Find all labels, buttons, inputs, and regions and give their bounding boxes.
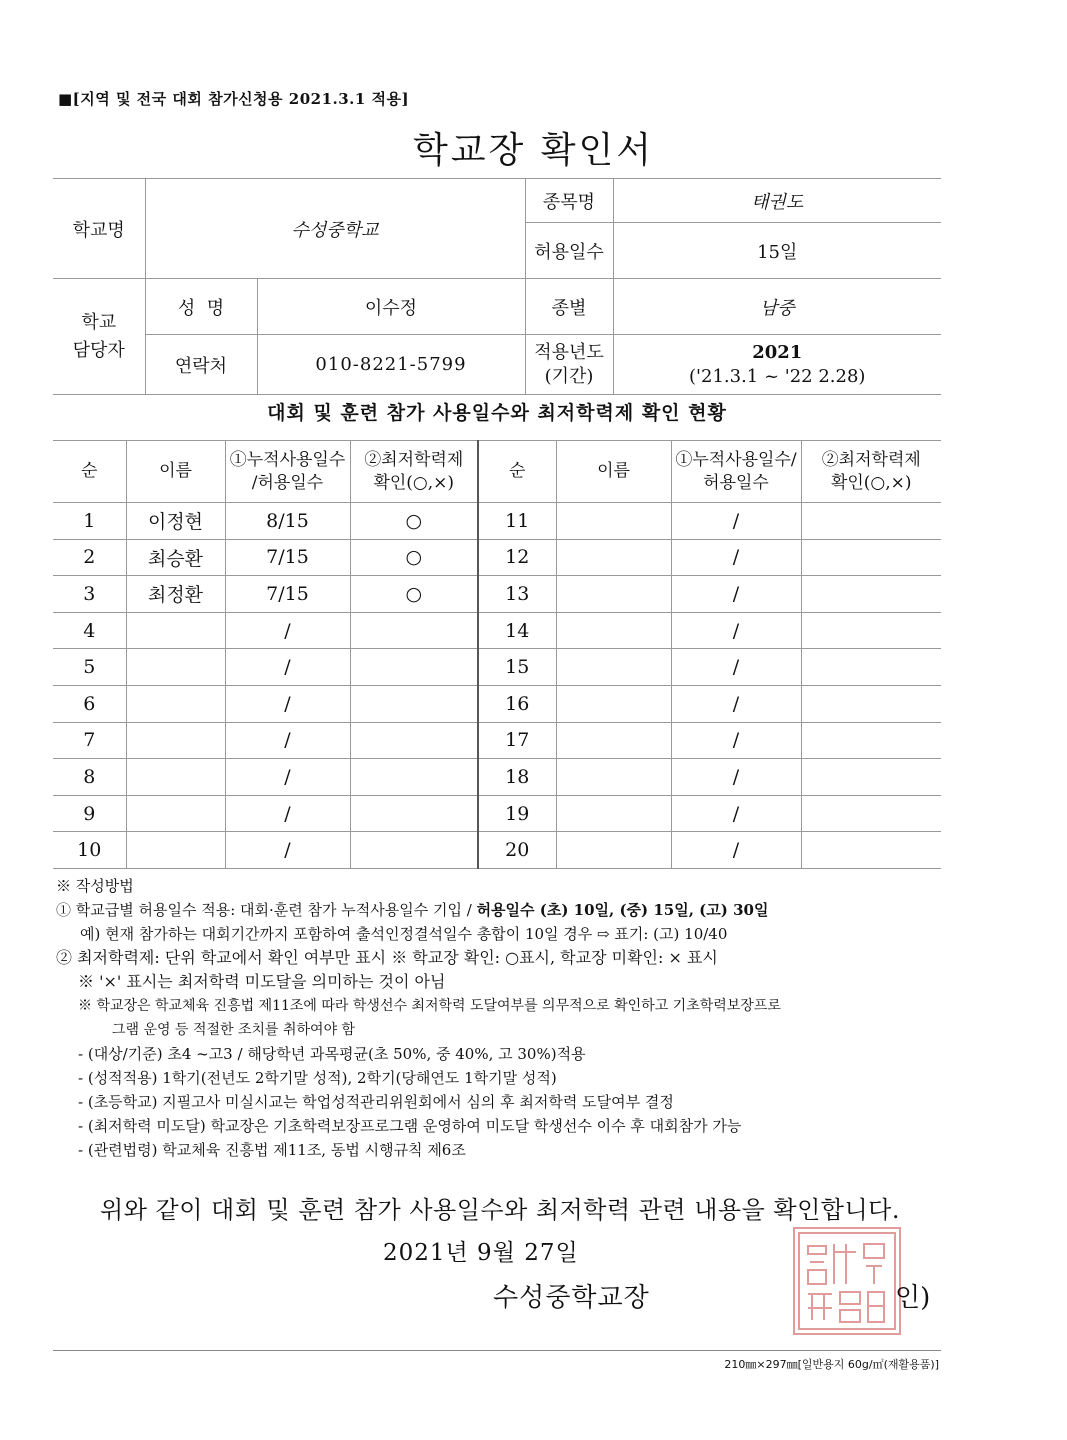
row-no-left: 8 <box>53 759 126 796</box>
official-seal-icon <box>788 1222 906 1340</box>
row-check-right <box>801 576 941 613</box>
instruction-2-note-2: ※ 학교장은 학교체육 진흥법 제11조에 따라 학생선수 최저학력 도달여부를 의무적으로 확인하고 기초학력보장프로 <box>78 998 781 1014</box>
row-no-right: 20 <box>478 832 556 869</box>
row-check-right <box>801 503 941 540</box>
row-no-left: 5 <box>53 649 126 686</box>
table-row <box>53 685 941 722</box>
row-check-left <box>350 795 478 832</box>
sport-value: 태권도 <box>613 179 941 223</box>
table-row <box>53 795 941 832</box>
row-name-right <box>556 832 671 869</box>
row-no-left: 3 <box>53 576 126 613</box>
row-days-right: / <box>671 722 801 759</box>
row-check-right <box>801 649 941 686</box>
col-no-right: 순 <box>478 441 556 503</box>
instruction-1-example: 예) 현재 참가하는 대회기간까지 포함하여 출석인정결석일수 총합이 10일 경우 ⇨ 표기: (고) 10/40 <box>80 925 728 943</box>
row-days-right: / <box>671 759 801 796</box>
row-no-left: 7 <box>53 722 126 759</box>
row-no-left: 4 <box>53 612 126 649</box>
row-check-right <box>801 612 941 649</box>
instruction-1-text: ① 학교급별 허용일수 적용: 대회·훈련 참가 누적사용일수 기입 / <box>56 901 477 919</box>
row-check-right <box>801 722 941 759</box>
row-days-left: 7/15 <box>225 576 350 613</box>
col-check-right: ②최저학력제 확인(○,×) <box>801 441 941 503</box>
allowed-days-label: 허용일수 <box>525 223 613 279</box>
detail-grades: - (성적적용) 1학기(전년도 2학기말 성적), 2학기(당해연도 1학기말 성적) <box>78 1069 557 1087</box>
signer-title: 수성중학교장 <box>493 1283 650 1313</box>
row-name-left <box>126 759 225 796</box>
row-name-right <box>556 503 671 540</box>
row-check-left: ○ <box>350 576 478 613</box>
row-days-left: / <box>225 759 350 796</box>
row-no-right: 15 <box>478 649 556 686</box>
detail-underachiever: - (최저학력 미도달) 학교장은 기초학력보장프로그램 운영하여 미도달 학생선수 이수 후 대회참가 가능 <box>78 1117 742 1135</box>
instruction-2: ② 최저학력제: 단위 학교에서 확인 여부만 표시 ※ 학교장 확인: ○표시, 학교장 미확인: × 표시 <box>56 948 718 967</box>
category-value: 남중 <box>613 279 941 335</box>
row-no-left: 10 <box>53 832 126 869</box>
row-check-right <box>801 685 941 722</box>
row-check-left <box>350 832 478 869</box>
row-check-right <box>801 759 941 796</box>
row-no-right: 19 <box>478 795 556 832</box>
row-name-right <box>556 539 671 576</box>
signing-date: 2021년 9월 27일 <box>383 1240 579 1266</box>
instruction-1-bold: 허용일수 (초) 10일, (중) 15일, (고) 30일 <box>476 901 769 919</box>
table-row <box>53 832 941 869</box>
manager-name-value: 이수정 <box>257 279 525 335</box>
row-no-right: 16 <box>478 685 556 722</box>
row-days-left: / <box>225 649 350 686</box>
row-days-left: / <box>225 612 350 649</box>
row-name-left <box>126 612 225 649</box>
row-days-left: / <box>225 795 350 832</box>
row-days-right: / <box>671 649 801 686</box>
contact-label: 연락처 <box>145 335 257 395</box>
row-name-left: 최승환 <box>126 539 225 576</box>
school-info-table <box>53 178 941 395</box>
row-days-right: / <box>671 795 801 832</box>
row-days-left: / <box>225 722 350 759</box>
col-name-right: 이름 <box>556 441 671 503</box>
row-days-right: / <box>671 503 801 540</box>
year-label: 적용년도 (기간) <box>525 335 613 395</box>
row-days-right: / <box>671 685 801 722</box>
row-name-right <box>556 612 671 649</box>
year-cell <box>613 335 941 395</box>
table-row <box>53 576 941 613</box>
row-name-right <box>556 649 671 686</box>
document-title: 학교장 확인서 <box>412 130 655 171</box>
row-name-right <box>556 685 671 722</box>
row-check-left <box>350 722 478 759</box>
row-days-right: / <box>671 612 801 649</box>
row-name-left <box>126 795 225 832</box>
detail-law: - (관련법령) 학교체육 진흥법 제11조, 동법 시행규칙 제6조 <box>78 1141 466 1159</box>
row-no-right: 13 <box>478 576 556 613</box>
form-tag: ■[지역 및 전국 대회 참가신청용 2021.3.1 적용] <box>58 90 410 108</box>
row-no-right: 12 <box>478 539 556 576</box>
instruction-1 <box>56 898 946 922</box>
row-days-right: / <box>671 576 801 613</box>
row-name-left <box>126 685 225 722</box>
row-days-right: / <box>671 832 801 869</box>
row-name-left <box>126 722 225 759</box>
school-name-label: 학교명 <box>53 179 145 279</box>
col-no-left: 순 <box>53 441 126 503</box>
row-check-left <box>350 612 478 649</box>
row-name-right <box>556 722 671 759</box>
instructions-heading: ※ 작성방법 <box>56 877 134 895</box>
row-name-right <box>556 576 671 613</box>
row-check-left <box>350 685 478 722</box>
seal-mark: 인) <box>895 1283 931 1313</box>
sport-label: 종목명 <box>525 179 613 223</box>
section-title: 대회 및 훈련 참가 사용일수와 최저학력제 확인 현황 <box>267 402 727 424</box>
row-no-right: 14 <box>478 612 556 649</box>
row-no-right: 18 <box>478 759 556 796</box>
allowed-days-value: 15일 <box>613 223 941 279</box>
instructions <box>56 874 946 1162</box>
col-days-right: ①누적사용일수/ 허용일수 <box>671 441 801 503</box>
row-check-left: ○ <box>350 539 478 576</box>
row-days-left: 8/15 <box>225 503 350 540</box>
instruction-2-note-2b: 그램 운영 등 적절한 조치를 취하여야 함 <box>112 1022 356 1038</box>
year-value: 2021 <box>752 341 803 363</box>
row-check-left: ○ <box>350 503 478 540</box>
row-name-left <box>126 832 225 869</box>
row-days-right: / <box>671 539 801 576</box>
row-name-right <box>556 795 671 832</box>
row-no-left: 9 <box>53 795 126 832</box>
confirmation-statement: 위와 같이 대회 및 훈련 참가 사용일수와 최저학력 관련 내용을 확인합니다. <box>100 1196 900 1224</box>
participation-rows <box>53 503 941 869</box>
contact-value: 010-8221-5799 <box>257 335 525 395</box>
category-label: 종별 <box>525 279 613 335</box>
row-name-left: 최정환 <box>126 576 225 613</box>
col-name-left: 이름 <box>126 441 225 503</box>
table-row <box>53 539 941 576</box>
col-days-left: ①누적사용일수 /허용일수 <box>225 441 350 503</box>
detail-elementary: - (초등학교) 지필고사 미실시교는 학업성적관리위원회에서 심의 후 최저학력 도달여부 결정 <box>78 1093 674 1111</box>
footer-divider <box>53 1350 941 1351</box>
row-name-left <box>126 649 225 686</box>
row-no-right: 11 <box>478 503 556 540</box>
table-row <box>53 649 941 686</box>
table-row <box>53 612 941 649</box>
period-value: ('21.3.1 ~ '22 2.28) <box>689 365 866 387</box>
row-days-left: / <box>225 685 350 722</box>
row-no-right: 17 <box>478 722 556 759</box>
table-row <box>53 759 941 796</box>
row-check-left <box>350 759 478 796</box>
row-no-left: 2 <box>53 539 126 576</box>
row-no-left: 6 <box>53 685 126 722</box>
participation-table <box>53 440 941 869</box>
instruction-2-note-1: ※ '×' 표시는 최저학력 미도달을 의미하는 것이 아님 <box>78 972 446 991</box>
row-days-left: / <box>225 832 350 869</box>
table-row <box>53 722 941 759</box>
row-name-right <box>556 759 671 796</box>
row-check-right <box>801 795 941 832</box>
row-name-left: 이정현 <box>126 503 225 540</box>
row-no-left: 1 <box>53 503 126 540</box>
table-row <box>53 503 941 540</box>
row-check-right <box>801 832 941 869</box>
manager-label: 학교 담당자 <box>53 279 145 395</box>
manager-name-label: 성 명 <box>145 279 257 335</box>
paper-spec: 210㎜×297㎜[일반용지 60g/㎡(재활용품)] <box>724 1358 939 1371</box>
row-days-left: 7/15 <box>225 539 350 576</box>
row-check-left <box>350 649 478 686</box>
col-check-left: ②최저학력제 확인(○,×) <box>350 441 478 503</box>
row-check-right <box>801 539 941 576</box>
school-name-value: 수성중학교 <box>145 179 525 279</box>
detail-target: - (대상/기준) 초4 ~고3 / 해당학년 과목평균(초 50%, 중 40%, 고 30%)적용 <box>78 1045 586 1063</box>
